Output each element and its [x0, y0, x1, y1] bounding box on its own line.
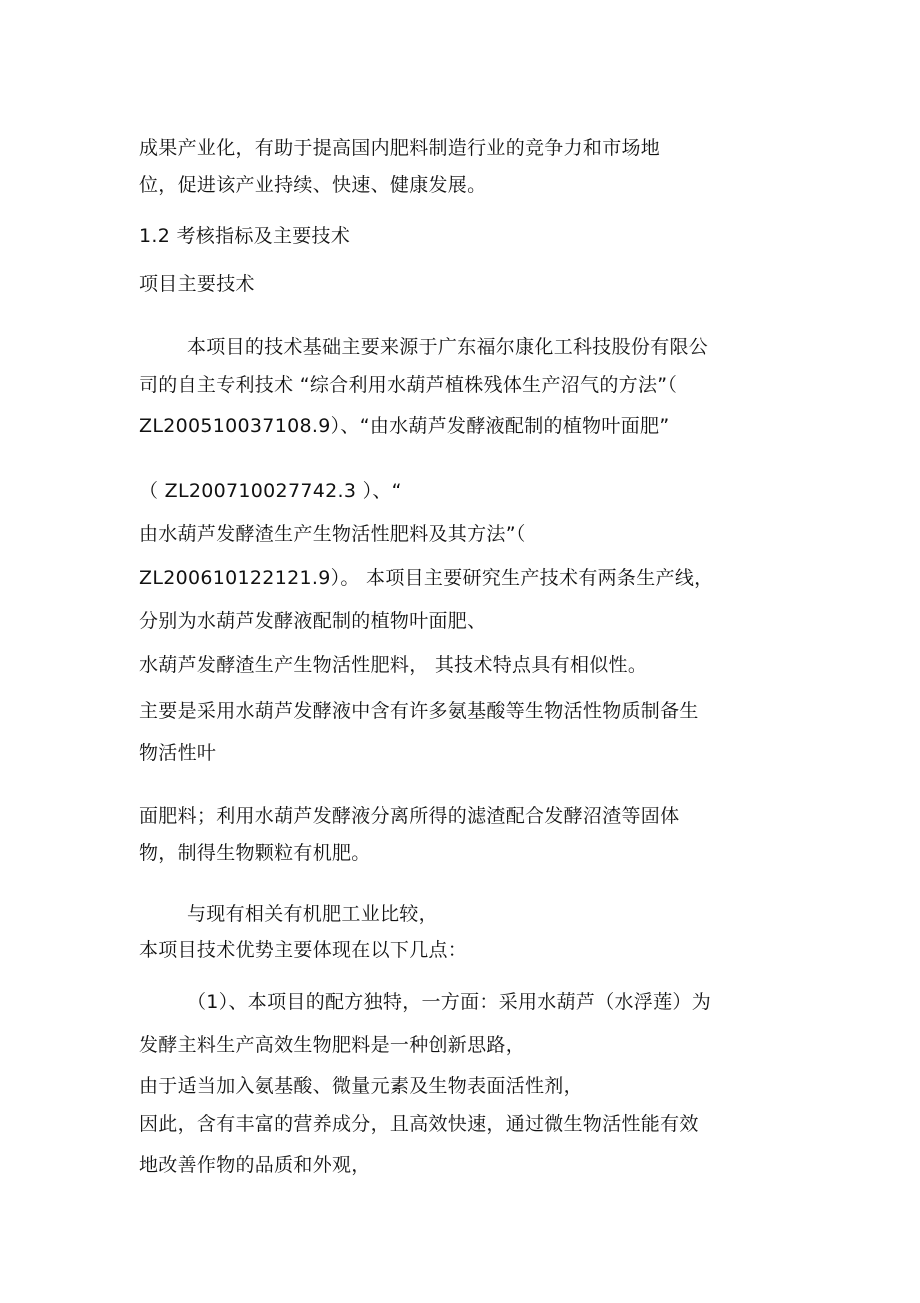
- section-heading: 1.2 考核指标及主要技术: [139, 225, 351, 247]
- paragraph-line: 本项目的技术基础主要来源于广东福尔康化工科技股份有限公: [187, 336, 709, 358]
- paragraph-line: 由水葫芦发酵渣生产生物活性肥料及其方法”（: [139, 523, 526, 545]
- paragraph-line: 分别为水葫芦发酵液配制的植物叶面肥、: [139, 610, 487, 632]
- paragraph-line: 面肥料；利用水葫芦发酵液分离所得的滤渣配合发酵沼渣等固体: [139, 805, 680, 827]
- paragraph-line: （ ZL200710027742.3 ）、“: [139, 480, 402, 502]
- paragraph-line: 与现有相关有机肥工业比较，: [187, 903, 438, 925]
- subsection-heading: 项目主要技术: [139, 273, 255, 295]
- paragraph-line: 地改善作物的品质和外观，: [139, 1154, 371, 1176]
- paragraph-line: 发酵主料生产高效生物肥料是一种创新思路，: [139, 1034, 526, 1056]
- paragraph-line: 物，制得生物颗粒有机肥。: [139, 842, 371, 864]
- paragraph-line: 成果产业化，有助于提高国内肥料制造行业的竞争力和市场地: [139, 137, 661, 159]
- paragraph-line: 由于适当加入氨基酸、微量元素及生物表面活性剂，: [139, 1075, 583, 1097]
- paragraph-line: 因此，含有丰富的营养成分，且高效快速，通过微生物活性能有效: [139, 1113, 699, 1135]
- paragraph-line: 水葫芦发酵渣生产生物活性肥料， 其技术特点具有相似性。: [139, 654, 648, 676]
- paragraph-line: ZL200610122121.9）。 本项目主要研究生产技术有两条生产线，: [139, 567, 714, 589]
- paragraph-line: ZL200510037108.9）、“由水葫芦发酵液配制的植物叶面肥”: [139, 415, 670, 437]
- paragraph-line: 本项目技术优势主要体现在以下几点：: [139, 939, 468, 961]
- paragraph-line: 司的自主专利技术 “综合利用水葫芦植株残体生产沼气的方法”（: [139, 374, 678, 396]
- paragraph-line: 主要是采用水葫芦发酵液中含有许多氨基酸等生物活性物质制备生: [139, 700, 699, 722]
- paragraph-line: 物活性叶: [139, 742, 217, 764]
- paragraph-line: （1）、本项目的配方独特，一方面：采用水葫芦（水浮莲）为: [187, 991, 711, 1013]
- paragraph-line: 位，促进该产业持续、快速、健康发展。: [139, 174, 487, 196]
